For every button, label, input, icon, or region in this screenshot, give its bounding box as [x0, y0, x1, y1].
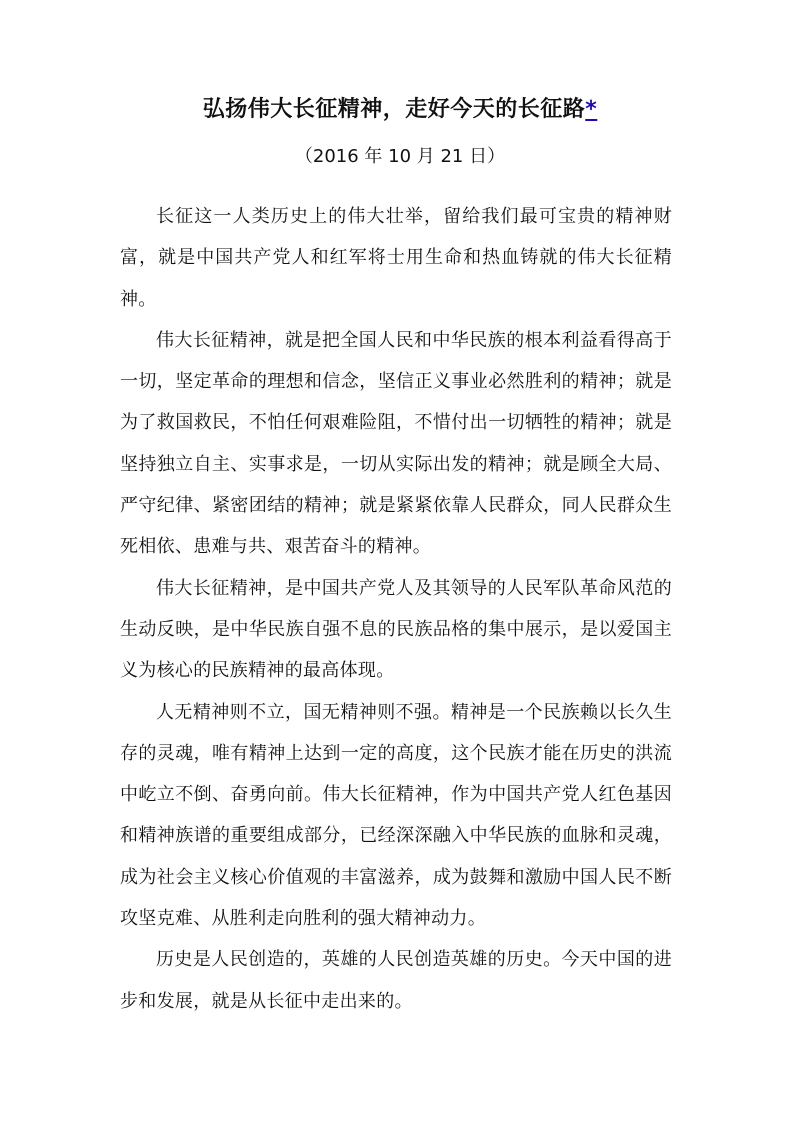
paragraph: 历史是人民创造的，英雄的人民创造英雄的历史。今天中国的进步和发展，就是从长征中走出来的。 [120, 949, 672, 1012]
title-text: 弘扬伟大长征精神，走好今天的长征路 [202, 97, 586, 122]
paragraph: 长征这一人类历史上的伟大壮举，留给我们最可宝贵的精神财富，就是中国共产党人和红军将士用生命和热血铸就的伟大长征精神。 [120, 206, 672, 310]
paragraph: 伟大长征精神，是中国共产党人及其领导的人民军队革命风范的生动反映，是中华民族自强不息的民族品格的集中展示，是以爱国主义为核心的民族精神的最高体现。 [120, 577, 672, 682]
paragraph: 人无精神则不立，国无精神则不强。精神是一个民族赖以长久生存的灵魂，唯有精神上达到一定的高度，这个民族才能在历史的洪流中屹立不倒、奋勇向前。伟大长征精神，作为中国共产党人红色基因和精神族谱的重要组成部分，已经深深融入中华民族的血脉和灵魂，成为社会主义核心价值观的丰富滋养，成为鼓舞和激励中国人民不断攻坚克难、从胜利走向胜利的强大精神动力。 [120, 701, 672, 930]
document-body [120, 196, 672, 1022]
footnote-link[interactable]: * [585, 97, 598, 122]
page-title [0, 93, 800, 127]
document-date: （2016 年 10 月 21 日） [294, 146, 506, 167]
paragraph: 伟大长征精神，就是把全国人民和中华民族的根本利益看得高于一切，坚定革命的理想和信念，坚信正义事业必然胜利的精神；就是为了救国救民，不怕任何艰难险阻，不惜付出一切牺牲的精神；就是坚持独立自主、实事求是，一切从实际出发的精神；就是顾全大局、严守纪律、紧密团结的精神；就是紧紧依靠人民群众，同人民群众生死相依、患难与共、艰苦奋斗的精神。 [120, 329, 672, 558]
